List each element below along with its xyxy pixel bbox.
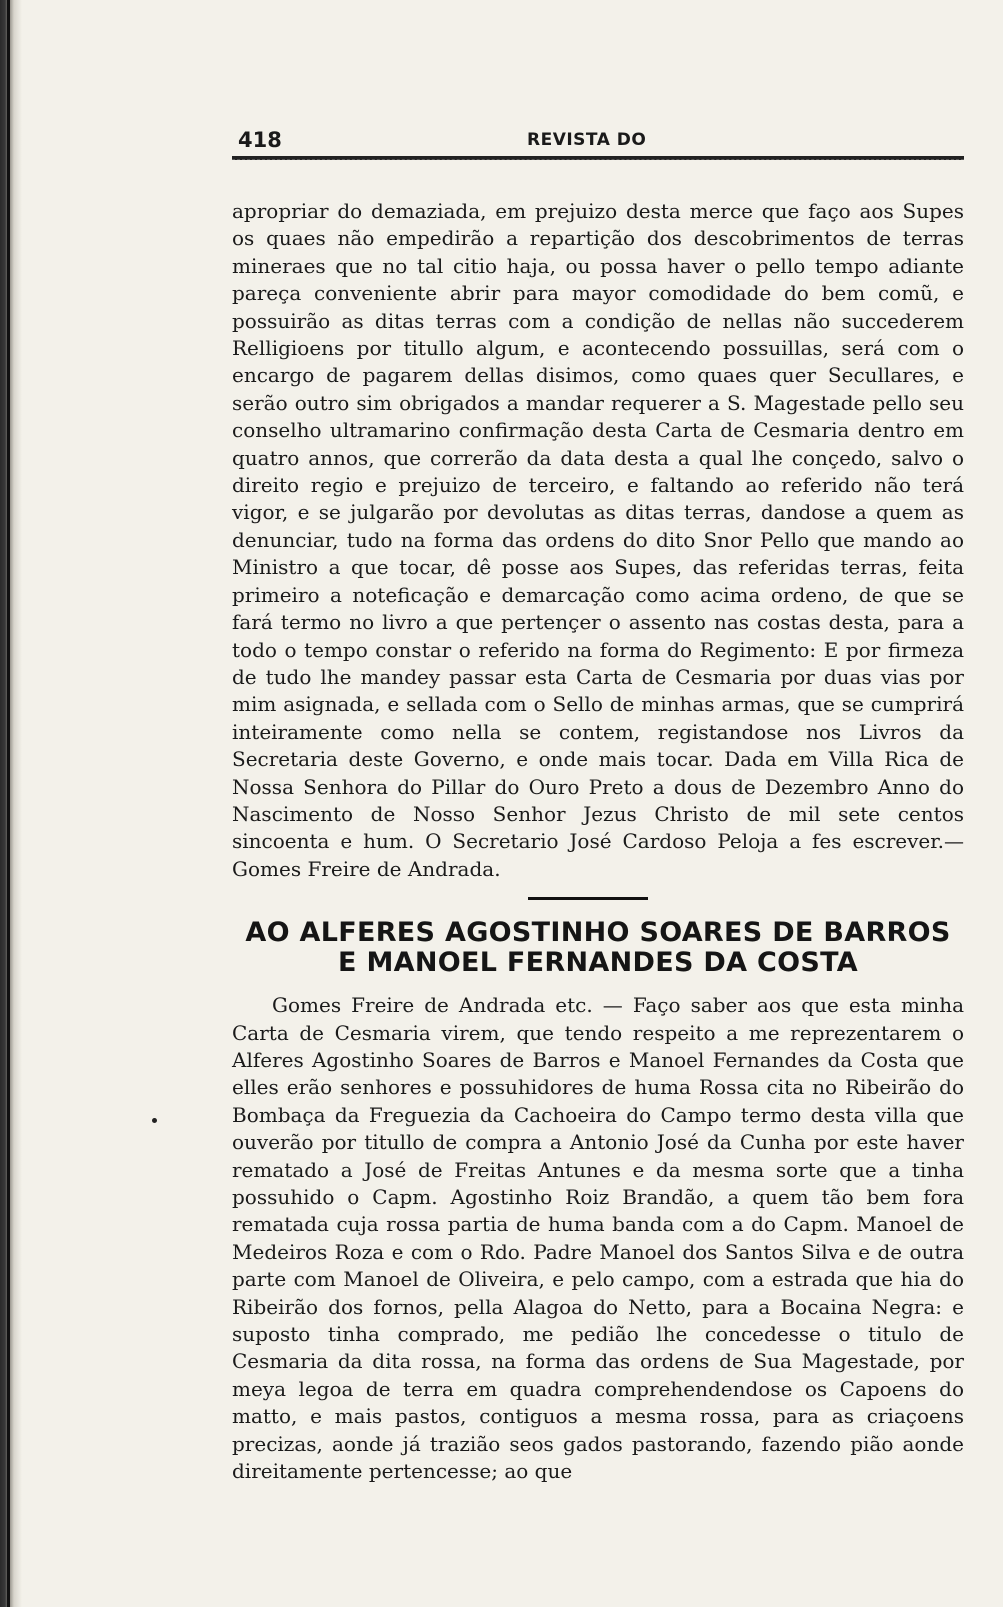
page-header (232, 118, 964, 158)
page-number: 418 (238, 128, 282, 152)
page-binding-line (7, 0, 10, 1607)
page-binding-shadow (0, 0, 22, 1607)
running-title: REVISTA DO (527, 130, 647, 150)
margin-mark (152, 1118, 157, 1123)
paragraph-continued: apropriar do demaziada, em prejuizo desta merce que faço aos Supes os quaes não empedirão a repartição dos descobrimentos de terras mineraes que no tal citio haja, ou possa haver o pello tempo adiante pareça conveniente abrir para mayor comodidade do bem comũ, e possuirão as ditas terras com a condição de nellas não succederem Relligioens por titullo algum, e acontecendo possuillas, será com o encargo de pagarem dellas disimos, como quaes quer Secullares, e serão outro sim obrigados a mandar requerer a S. Magestade pello seu conselho ultramarino confirmação desta Carta de Cesmaria dentro em quatro annos, que correrão da data desta a qual lhe conçedo, salvo o direito regio e prejuizo de terceiro, e faltando ao referido não terá vigor, e se julgarão por devolutas as ditas terras, dandose a quem as denunciar, tudo na forma das ordens do dito Snor Pello que mando ao Ministro a que tocar, dê posse aos Supes, das referidas terras, feita primeiro a noteficação e demarcação como acima ordeno, de que se fará termo no livro a que pertençer o assento nas costas desta, para a todo o tempo constar o referido na forma do Regimento: E por firmeza de tudo lhe mandey passar esta Carta de Cesmaria por duas vias por mim asignada, e sellada com o Sello de minhas armas, que se cumprirá inteiramente como nella se contem, registandose nos Livros da Secretaria deste Governo, e onde mais tocar. Dada em Villa Rica de Nossa Senhora do Pillar do Ouro Preto a dous de Dezembro Anno do Nascimento de Nosso Senhor Jezus Christo de mil sete centos sincoenta e hum. O Secretario José Cardoso Peloja a fes escrever.—Gomes Freire de Andrada. (232, 199, 964, 881)
section-title: AO ALFERES AGOSTINHO SOARES DE BARROS E MANOEL FERNANDES DA COSTA (245, 917, 951, 979)
section-separator (528, 897, 648, 900)
paragraph-section: Gomes Freire de Andrada etc. — Faço saber aos que esta minha Carta de Cesmaria virem, que tendo respeito a me reprezentarem o Alferes Agostinho Soares de Barros e Manoel Fernandes da Costa que elles erão senhores e possuhidores de huma Rossa cita no Ribeirão do Bombaça da Freguezia da Cachoeira do Campo termo desta villa que ouverão por titullo de compra a Antonio José da Cunha por este haver rematado a José de Freitas Antunes e da mesma sorte que a tinha possuhido o Capm. Agostinho Roiz Brandão, a quem tão bem fora rematada cuja rossa partia de huma banda com a do Capm. Manoel de Medeiros Roza e com o Rdo. Padre Manoel dos Santos Silva e de outra parte com Manoel de Oliveira, e pelo campo, com a estrada que hia do Ribeirão dos fornos, pella Alagoa do Netto, para a Bocaina Negra: e suposto tinha comprado, me pedião lhe concedesse o titulo de Cesmaria da dita rossa, na forma das ordens de Sua Magestade, por meya legoa de terra em quadra comprehendendose os Capoens do matto, e mais pastos, contiguos a mesma rossa, para as criaçoens precizas, aonde já trazião seos gados pastorando, fazendo pião aonde direitamente pertencesse; ao que (232, 993, 964, 1484)
continuation-text (232, 198, 964, 883)
section-body (232, 992, 964, 1485)
header-rule (232, 156, 964, 160)
book-page (232, 118, 964, 1485)
